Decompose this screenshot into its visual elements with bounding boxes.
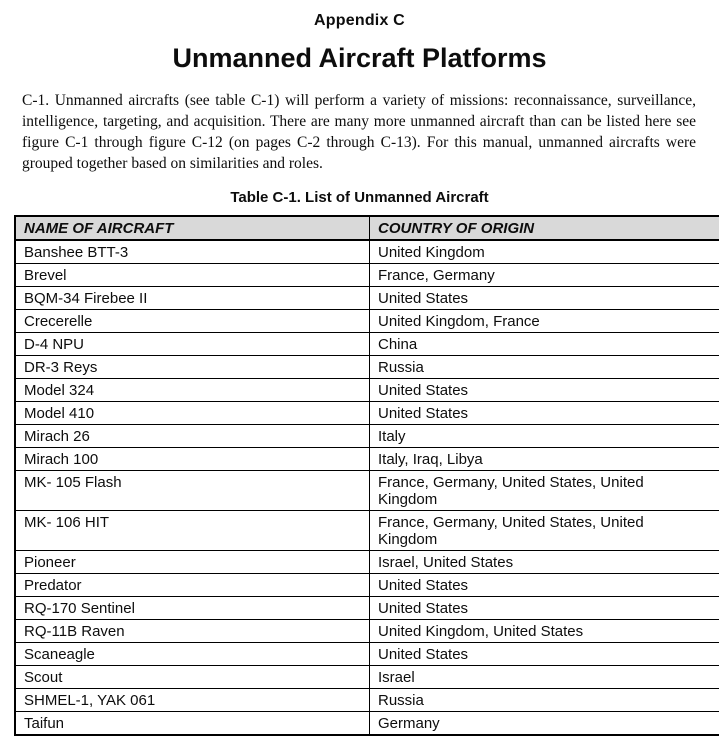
country-of-origin-cell [370, 551, 719, 574]
country-of-origin-cell [370, 333, 719, 356]
country-of-origin-text: United Kingdom, France [378, 312, 540, 330]
table-row [15, 356, 719, 379]
country-of-origin-text: China [378, 335, 418, 353]
table-row [15, 620, 719, 643]
country-of-origin-text: France, Germany [378, 266, 495, 284]
aircraft-name-cell: SHMEL-1, YAK 061 [15, 689, 370, 712]
country-of-origin-cell [370, 712, 719, 736]
column-header-country-of-origin: COUNTRY OF ORIGIN [370, 216, 719, 240]
page-title: Unmanned Aircraft Platforms [172, 43, 547, 73]
country-of-origin-cell [370, 287, 719, 310]
country-of-origin-cell [370, 379, 719, 402]
table-header-row [15, 216, 719, 240]
country-of-origin-cell [370, 264, 719, 287]
table-row [15, 264, 719, 287]
aircraft-name-cell: Scaneagle [15, 643, 370, 666]
country-of-origin-cell [370, 240, 719, 264]
country-of-origin-cell [370, 574, 719, 597]
country-of-origin-cell [370, 689, 719, 712]
table-row [15, 712, 719, 736]
unmanned-aircraft-table [14, 215, 719, 736]
aircraft-name-cell: Mirach 100 [15, 448, 370, 471]
table-row [15, 379, 719, 402]
aircraft-name-cell: Model 324 [15, 379, 370, 402]
aircraft-name-cell: Mirach 26 [15, 425, 370, 448]
country-of-origin-cell [370, 356, 719, 379]
aircraft-name-cell: Predator [15, 574, 370, 597]
table-row [15, 574, 719, 597]
country-of-origin-text: United Kingdom [378, 243, 485, 261]
aircraft-name-cell: MK- 105 Flash [15, 471, 370, 511]
table-row [15, 511, 719, 551]
aircraft-name-cell: RQ-170 Sentinel [15, 597, 370, 620]
table-caption: Table C-1. List of Unmanned Aircraft [230, 189, 489, 206]
aircraft-name-cell: DR-3 Reys [15, 356, 370, 379]
aircraft-name-cell: Taifun [15, 712, 370, 736]
table-row [15, 333, 719, 356]
table-row [15, 240, 719, 264]
country-of-origin-text: United Kingdom, United States [378, 622, 584, 640]
table-row [15, 689, 719, 712]
country-of-origin-cell [370, 620, 719, 643]
aircraft-name-cell: RQ-11B Raven [15, 620, 370, 643]
table-row [15, 471, 719, 511]
table-row [15, 310, 719, 333]
country-of-origin-cell [370, 511, 719, 551]
appendix-label: Appendix C [314, 12, 405, 29]
country-of-origin-cell [370, 448, 719, 471]
table-row [15, 666, 719, 689]
country-of-origin-text: France, Germany, United States, United Kingdom [378, 513, 644, 548]
table-row [15, 643, 719, 666]
country-of-origin-text: Israel [378, 668, 415, 686]
country-of-origin-cell [370, 310, 719, 333]
country-of-origin-text: United States [378, 404, 469, 422]
country-of-origin-text: Italy [378, 427, 406, 445]
aircraft-name-cell: Scout [15, 666, 370, 689]
country-of-origin-cell [370, 425, 719, 448]
country-of-origin-cell [370, 666, 719, 689]
table-row [15, 448, 719, 471]
country-of-origin-text: United States [378, 576, 469, 594]
country-of-origin-text: United States [378, 645, 469, 663]
country-of-origin-text: Germany [378, 714, 440, 732]
country-of-origin-text: United States [378, 289, 469, 307]
country-of-origin-cell [370, 471, 719, 511]
aircraft-name-cell: Pioneer [15, 551, 370, 574]
table-row [15, 402, 719, 425]
country-of-origin-cell [370, 643, 719, 666]
intro-paragraph: C-1. Unmanned aircrafts (see table C-1) will perform a variety of missions: reconnaissance, surveillance, intelligence, targeting, and acquisition. There are many more unmanned aircraft than can be listed here see figure C-1 through figure C-12 (on pages C-2 through C-13). For this manual, unmanned aircrafts were grouped together based on similarities and roles. [22, 92, 696, 172]
country-of-origin-cell [370, 597, 719, 620]
country-of-origin-text: Russia [378, 691, 424, 709]
aircraft-name-cell: Banshee BTT-3 [15, 240, 370, 264]
country-of-origin-text: United States [378, 599, 469, 617]
country-of-origin-text: United States [378, 381, 469, 399]
table-row [15, 597, 719, 620]
table-body [15, 240, 719, 735]
aircraft-name-cell: BQM-34 Firebee II [15, 287, 370, 310]
aircraft-name-cell: Model 410 [15, 402, 370, 425]
country-of-origin-text: Italy, Iraq, Libya [378, 450, 483, 468]
country-of-origin-cell [370, 402, 719, 425]
aircraft-name-cell: MK- 106 HIT [15, 511, 370, 551]
table-row [15, 287, 719, 310]
country-of-origin-text: France, Germany, United States, United Kingdom [378, 473, 644, 508]
aircraft-name-cell: Brevel [15, 264, 370, 287]
aircraft-name-cell: Crecerelle [15, 310, 370, 333]
country-of-origin-text: Russia [378, 358, 424, 376]
column-header-name-of-aircraft: NAME OF AIRCRAFT [15, 216, 370, 240]
country-of-origin-text: Israel, United States [378, 553, 514, 571]
table-row [15, 425, 719, 448]
aircraft-name-cell: D-4 NPU [15, 333, 370, 356]
table-row [15, 551, 719, 574]
